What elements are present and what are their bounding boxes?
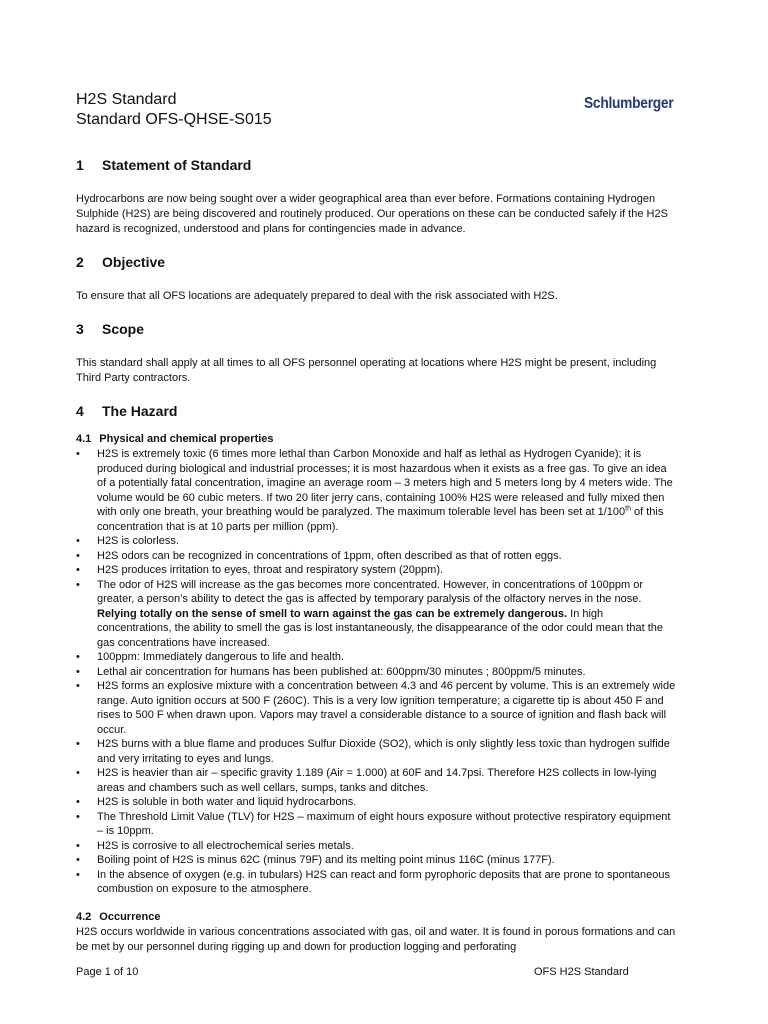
section-title: Statement of Standard <box>102 157 252 173</box>
section-paragraph-statement: Hydrocarbons are now being sought over a wider geographical area than ever before. Formations containing Hydrogen Sulphide (H2S) are being discovered and routinely produced. Our operations on these can be conducted safely if the H2S hazard is recognized, understood and plans for contingencies made in advance. <box>76 193 668 235</box>
document-title: H2S Standard <box>76 91 177 108</box>
section-paragraph-objective: To ensure that all OFS locations are adequately prepared to deal with the risk associated with H2S. <box>76 290 558 302</box>
section-number: 3 <box>76 321 84 337</box>
list-item: • Boiling point of H2S is minus 62C (minus 79F) and its melting point minus 116C (minus 177F). <box>76 853 676 868</box>
list-item: • H2S burns with a blue flame and produces Sulfur Dioxide (SO2), which is only slightly less toxic than hydrogen sulfide and very irritating to eyes and lungs. <box>76 737 676 766</box>
subsection-heading-occurrence <box>76 910 676 925</box>
section-number: 1 <box>76 157 84 173</box>
list-item: • H2S forms an explosive mixture with a concentration between 4.3 and 46 percent by volume. This is an extremely wide range. Auto ignition occurs at 500 F (260C). This is a very low ignition temperature; a cigarette tip is about 450 F and rises to 500 F when drawn upon. Vapors may travel a considerable distance to a source of ignition and flash back will occur. <box>76 679 676 737</box>
occurrence-paragraph: H2S occurs worldwide in various concentrations associated with gas, oil and water. It is found in porous formations and can be met by our personnel during rigging up and down for production logging and perforating <box>76 925 676 953</box>
list-item: • 100ppm: Immediately dangerous to life and health. <box>76 650 676 665</box>
document-title-block <box>76 90 272 130</box>
footer-doc-title: OFS H2S Standard <box>534 966 629 978</box>
subsection-number: 4.2 <box>76 910 92 923</box>
section-number: 4 <box>76 403 84 419</box>
list-item: • H2S is colorless. <box>76 534 676 549</box>
section-heading-objective <box>76 252 676 272</box>
list-item: • The Threshold Limit Value (TLV) for H2S – maximum of eight hours exposure without protective respiratory equipment – is 10ppm. <box>76 810 676 839</box>
section-number: 2 <box>76 254 84 270</box>
document-code: Standard OFS-QHSE-S015 <box>76 111 272 128</box>
section-heading-statement <box>76 155 676 175</box>
list-item: • Lethal air concentration for humans has been published at: 600ppm/30 minutes ; 800ppm/5 minutes. <box>76 665 676 680</box>
list-item: • In the absence of oxygen (e.g. in tubulars) H2S can react and form pyrophoric deposits that are prone to spontaneous combustion on exposure to the atmosphere. <box>76 868 676 897</box>
section-heading-scope <box>76 319 676 339</box>
section-title: Objective <box>102 254 166 270</box>
subsection-heading-properties <box>76 432 676 447</box>
warning-emphasis: Relying totally on the sense of smell to warn against the gas can be extremely dangerous. <box>97 607 568 620</box>
section-heading-hazard <box>76 401 676 421</box>
subsection-number: 4.1 <box>76 433 92 445</box>
section-title: Scope <box>102 321 145 337</box>
document-body <box>76 155 676 955</box>
list-item: • H2S odors can be recognized in concentrations of 1ppm, often described as that of rotten eggs. <box>76 549 676 564</box>
page-number: Page 1 of 10 <box>76 966 139 978</box>
list-item: • H2S is corrosive to all electrochemical series metals. <box>76 839 676 854</box>
list-item: • H2S produces irritation to eyes, throat and respiratory system (20ppm). <box>76 563 676 578</box>
subsection-title: Physical and chemical properties <box>99 433 274 445</box>
list-item: • H2S is extremely toxic (6 times more lethal than Carbon Monoxide and half as lethal as Hydrogen Cyanide); it is produced during biological and industrial processes; it is most hazardous when it exists as a free gas. To give an idea of a potentially fatal concentration, imagine an average room – 3 meters high and 5 meters long by 4 meters wide. The volume would be 60 cubic meters. If two 20 liter jerry cans, containing 100% H2S were released and fully mixed then with only one breath, your breathing would be paralyzed. The maximum tolerable level has been set at 1/100th of this concentration that is at 10 parts per million (ppm). <box>76 447 676 534</box>
subsection-title: Occurrence <box>99 910 161 923</box>
list-item: • The odor of H2S will increase as the gas becomes more concentrated. However, in concentrations of 100ppm or greater, a person’s ability to detect the gas is affected by temporary paralysis of the olfactory nerves in the nose. Relying totally on the sense of smell to warn against the gas can be extremely dangerous. In high concentrations, the ability to smell the gas is lost instantaneously, the disappearance of the odor could mean that the gas concentrations have increased. <box>76 578 676 651</box>
list-item: • H2S is soluble in both water and liquid hydrocarbons. <box>76 795 676 810</box>
section-paragraph-scope: This standard shall apply at all times to all OFS personnel operating at locations where H2S might be present, including Third Party contractors. <box>76 357 657 384</box>
properties-list <box>76 447 676 897</box>
schlumberger-logo: Schlumberger <box>584 95 674 112</box>
section-title: The Hazard <box>102 403 178 419</box>
list-item: • H2S is heavier than air – specific gravity 1.189 (Air = 1.000) at 60F and 14.7psi. Therefore H2S collects in low-lying areas and chambers such as well cellars, sumps, tanks and ditches. <box>76 766 676 795</box>
